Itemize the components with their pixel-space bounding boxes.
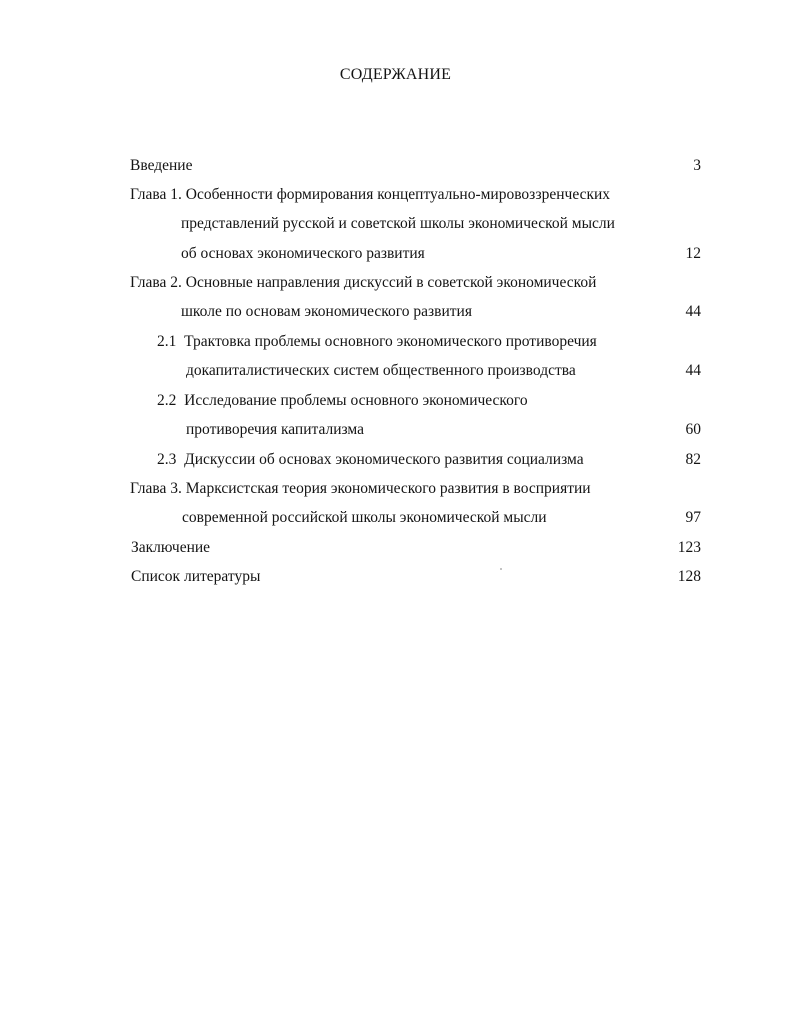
toc-entry-conclusion: Заключение [131, 539, 211, 556]
section-number: 2.1 [157, 333, 177, 350]
toc-entry-section-2-1 [157, 332, 597, 352]
toc-entry-chapter-2: Глава 2. Основные направления дискуссий в советской экономической [130, 274, 597, 291]
toc-page-number: 12 [685, 245, 701, 262]
toc-page-number: 123 [677, 539, 701, 556]
toc-page-number: 44 [685, 362, 701, 379]
toc-entry-section-2-3 [157, 450, 584, 470]
toc-entry-introduction: Введение [130, 157, 193, 174]
toc-entry-section-2-1-cont: докапиталистических систем общественного производства [186, 362, 576, 379]
toc-page-number: 60 [685, 421, 701, 438]
toc-entry-chapter-1-cont: об основах экономического развития [181, 245, 425, 262]
toc-page-number: 82 [685, 451, 701, 468]
toc-entry-bibliography: Список литературы [131, 568, 261, 585]
page-title: СОДЕРЖАНИЕ [339, 66, 452, 83]
section-title: Трактовка проблемы основного экономического противоречия [184, 333, 597, 350]
toc-entry-chapter-1-cont: представлений русской и советской школы экономической мысли [181, 215, 615, 232]
toc-entry-chapter-3: Глава 3. Марксистская теория экономического развития в восприятии [130, 480, 591, 497]
toc-entry-section-2-2-cont: противоречия капитализма [186, 421, 365, 438]
section-number: 2.2 [157, 392, 177, 409]
toc-page-number: 97 [685, 509, 701, 526]
toc-entry-section-2-2 [157, 391, 528, 411]
scan-speck [500, 568, 502, 570]
toc-page-number: 3 [693, 157, 701, 174]
section-title: Исследование проблемы основного экономического [184, 392, 528, 409]
toc-page-number: 128 [677, 568, 701, 585]
toc-entry-chapter-2-cont: школе по основам экономического развития [181, 303, 472, 320]
toc-page-number: 44 [685, 303, 701, 320]
section-number: 2.3 [157, 451, 177, 468]
section-title: Дискуссии об основах экономического развития социализма [184, 451, 584, 468]
toc-entry-chapter-3-cont: современной российской школы экономической мысли [182, 509, 547, 526]
toc-entry-chapter-1: Глава 1. Особенности формирования концептуально-мировоззренческих [130, 186, 611, 203]
